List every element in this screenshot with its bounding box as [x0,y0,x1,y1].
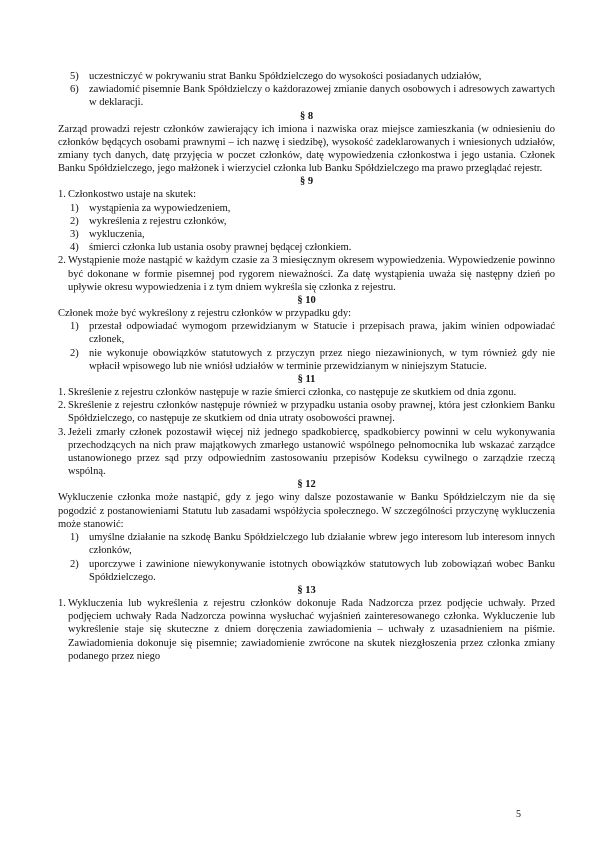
list-item-number: 2) [70,558,79,570]
list-item-text: nie wykonuje obowiązków statutowych z przyczyn przez niego niezawinionych, w tym również gdy nie wpłacił wpisowego lub nie wniósł udziałów w terminie przewidzianym w niniejszym Statucie. [89,347,555,372]
list-item-number: 2) [70,347,79,359]
section-heading-10: § 10 [297,295,316,307]
numbered-paragraph [58,597,555,663]
list-item [58,70,555,83]
list-item-text: przestał odpowiadać wymogom przewidzianym w Statucie i przepisach prawa, jakim winien odpowiadać członek, [89,321,555,346]
list-item-text: wykreślenia z rejestru członków, [89,215,227,227]
list-item [58,241,555,254]
pre-items-list [58,70,555,110]
list-item-number: 2) [70,215,79,227]
list-item-number: 5) [70,71,79,82]
numbered-paragraph [58,386,555,399]
list-item-text: zawiadomić pisemnie Bank Spółdzielczy o każdorazowej zmianie danych osobowych i adresowych zawartych w deklaracji. [89,84,555,109]
section-heading-9: § 9 [299,176,314,188]
paragraph-number: 1. [58,189,66,201]
section-heading-11: § 11 [297,374,316,386]
section-heading-8: § 8 [299,110,314,122]
list-item-number: 1) [70,532,79,544]
numbered-paragraph [58,399,555,425]
list-item [58,83,555,109]
paragraph-text: Wykluczenia lub wykreślenia z rejestru członków dokonuje Rada Nadzorcza przez podjęcie uchwały. Przed podjęciem uchwały Rada Nadzorcza powinna wysłuchać wyjaśnień zainteresowanego członka. Wykluczenie lub wykreślenie staje się skuteczne z dniem doręczenia zawiadomienia – uchwały z uzasadnieniem na piśmie. Zawiadomienia dokonuje się pisemnie; zawiadomienie zwrócone na skutek niezgłoszenia przez członka zmiany podanego przez niego [68,597,555,662]
paragraph-number: 1. [58,597,66,609]
list-item [58,228,555,241]
list-item [58,558,555,584]
list-item-text: umyślne działanie na szkodę Banku Spółdzielczego lub działanie wbrew jego interesom lub interesom innych członków, [89,532,555,557]
list-item [58,215,555,228]
list-item-text: uczestniczyć w pokrywaniu strat Banku Spółdzielczego do wysokości posiadanych udziałów, [89,71,482,82]
list-item [58,347,555,373]
list-item [58,202,555,215]
paragraph-text: Skreślenie z rejestru członków następuje również w przypadku ustania osoby prawnej, która jest członkiem Banku Spółdzielczego, co następuje ze skutkiem od dnia utraty osobowości prawnej. [68,400,555,425]
list-item-number: 1) [70,321,79,333]
list-item-number: 3) [70,229,79,241]
list-item-number: 4) [70,242,79,254]
section-heading-12: § 12 [297,479,316,491]
numbered-paragraph [58,426,555,479]
paragraph-number: 3. [58,426,66,438]
section-12-paragraph: Wykluczenie członka może nastąpić, gdy z jego winy dalsze pozostawanie w Banku Spółdzielczym nie da się pogodzić z postanowieniami Statutu lub zasadami współżycia społecznego. W szczególności przyczynę wykluczenia może stanowić: [58,492,555,530]
page-number: 5 [516,809,521,820]
paragraph-text: Jeżeli zmarły członek pozostawił więcej niż jednego spadkobiercę, spadkobiercy powinni w celu wykonywania przechodzących na nich praw majątkowych zmarłego ustanowić wspólnego pełnomocnika lub wskazać zarządce ustanowionego przez sąd przy odpowiednim zastosowaniu przepisów Kodeksu cywilnego o zarządzie rzeczą wspólną. [68,426,555,478]
list-item [58,531,555,557]
paragraph-number: 2. [58,255,66,267]
paragraph-text: Skreślenie z rejestru członków następuje w razie śmierci członka, co następuje ze skutkiem od dnia zgonu. [68,387,517,399]
section-heading-13: § 13 [297,584,316,596]
list-item-text: wystąpienia za wypowiedzeniem, [89,202,231,214]
list-item-number: 1) [70,202,79,214]
paragraph-text: Członkostwo ustaje na skutek: [68,189,197,201]
paragraph-number: 2. [58,400,66,412]
list-item-number: 6) [70,84,79,96]
numbered-paragraph [58,188,555,201]
list-item-text: śmierci członka lub ustania osoby prawnej będącej członkiem. [89,242,352,254]
paragraph-number: 1. [58,387,66,399]
paragraph-text: Wystąpienie może nastąpić w każdym czasie za 3 miesięcznym okresem wypowiedzenia. Wypowiedzenie powinno być dokonane w formie pisemnej pod rygorem nieważności. Za datę wystąpienia uważa się następny dzień po upływie okresu wypowiedzenia i z tym dniem wykreśla się członka z rejestru. [68,255,555,293]
section-10-intro: Członek może być wykreślony z rejestru członków w przypadku gdy: [58,308,352,320]
list-item [58,320,555,346]
section-8-paragraph: Zarząd prowadzi rejestr członków zawierający ich imiona i nazwiska oraz miejsce zamieszkania (w odniesieniu do członków będących osobami prawnymi – ich nazwę i siedzibę), wysokość zadeklarowanych i wniesionych udziałów, zmiany tych danych, datę przyjęcia w poczet członków, datę wypowiedzenia członkostwa i jego ustania. Członek Banku Spółdzielczego, jego małżonek i wierzyciel członka lub Banku Spółdzielczego ma prawo przeglądać rejestr. [58,123,555,175]
list-item-text: uporczywe i zawinione niewykonywanie istotnych obowiązków statutowych lub zobowiązań wobec Banku Spółdzielczego. [89,558,555,583]
list-item-text: wykluczenia, [89,229,145,241]
numbered-paragraph [58,254,555,294]
